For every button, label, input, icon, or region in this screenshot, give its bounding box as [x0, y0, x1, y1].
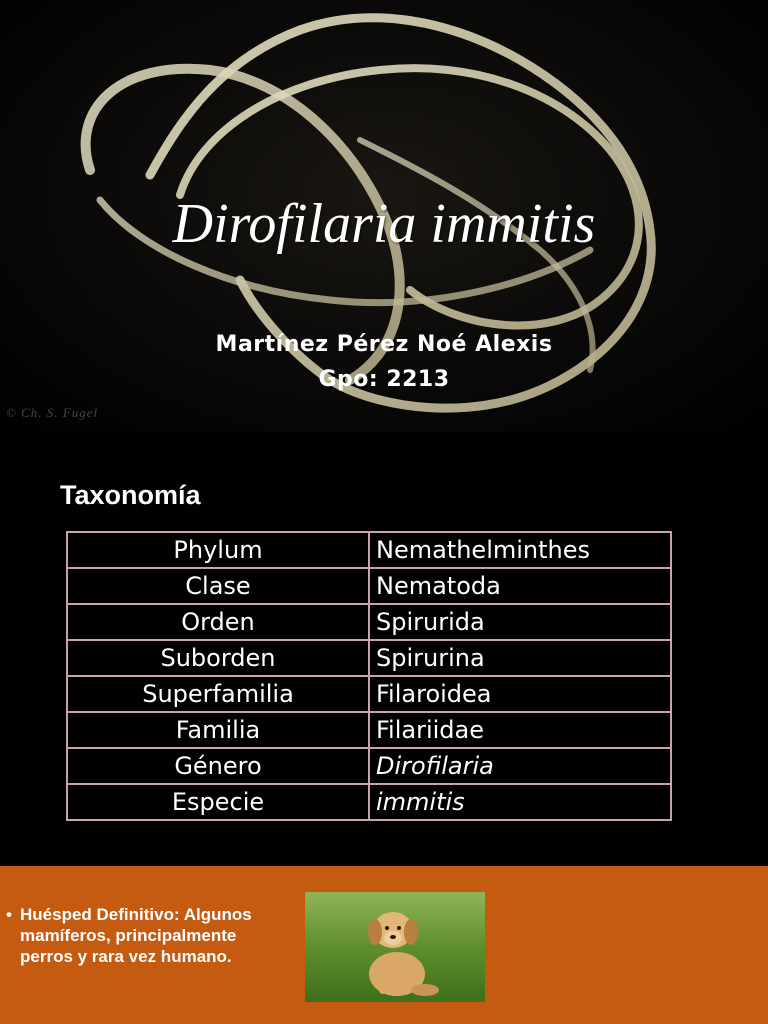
taxonomy-table	[66, 531, 672, 821]
taxonomy-rank: Orden	[67, 604, 369, 640]
taxonomy-rank: Familia	[67, 712, 369, 748]
taxonomy-value: Nemathelminthes	[369, 532, 671, 568]
taxonomy-rank: Phylum	[67, 532, 369, 568]
slide-title: Dirofilaria immitis	[172, 193, 596, 255]
photo-watermark: © Ch. S. Fugel	[6, 405, 99, 420]
taxonomy-row	[67, 676, 671, 712]
host-bullet	[6, 904, 276, 967]
taxonomy-row	[67, 640, 671, 676]
taxonomy-value: Filariidae	[369, 712, 671, 748]
taxonomy-value: Spirurina	[369, 640, 671, 676]
author-name: Martínez Pérez Noé Alexis	[215, 332, 553, 357]
taxonomy-rank: Suborden	[67, 640, 369, 676]
bullet-dot: •	[6, 905, 12, 924]
taxonomy-rank: Superfamilia	[67, 676, 369, 712]
puppy-photo	[305, 892, 485, 1002]
taxonomy-rank: Especie	[67, 784, 369, 820]
taxonomy-slide	[0, 432, 768, 866]
taxonomy-value: immitis	[369, 784, 671, 820]
taxonomy-value: Dirofilaria	[369, 748, 671, 784]
taxonomy-value: Spirurida	[369, 604, 671, 640]
taxonomy-row	[67, 568, 671, 604]
title-slide	[0, 0, 768, 432]
taxonomy-row	[67, 748, 671, 784]
group-number: Gpo: 2213	[318, 367, 450, 392]
taxonomy-rank: Género	[67, 748, 369, 784]
taxonomy-row	[67, 712, 671, 748]
taxonomy-value: Filaroidea	[369, 676, 671, 712]
taxonomy-row	[67, 604, 671, 640]
taxonomy-row	[67, 784, 671, 820]
taxonomy-rank: Clase	[67, 568, 369, 604]
taxonomy-value: Nematoda	[369, 568, 671, 604]
taxonomy-row	[67, 532, 671, 568]
bullet-text: Huésped Definitivo: Algunos mamíferos, principalmente perros y rara vez humano.	[20, 905, 252, 966]
host-slide	[0, 866, 768, 1024]
taxonomy-heading: Taxonomía	[60, 480, 201, 510]
